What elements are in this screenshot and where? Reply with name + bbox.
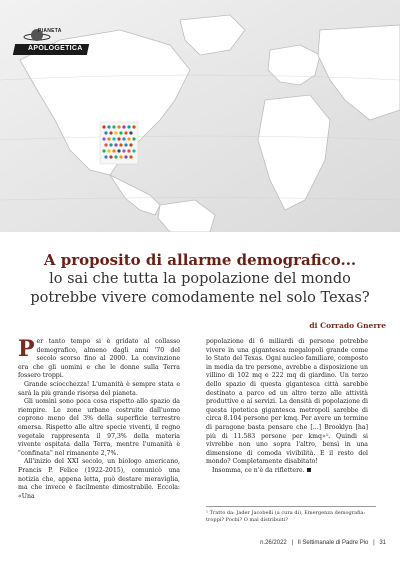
badge-top-text: PIANETA — [38, 28, 62, 34]
article-column-1 — [18, 338, 180, 501]
badge-label: APOLOGETICA — [28, 45, 83, 52]
footer-separator: | — [291, 540, 294, 546]
hero-image — [0, 0, 400, 232]
section-badge — [14, 26, 88, 68]
headline-main: A proposito di allarme demografico... — [43, 251, 357, 269]
paragraph-5: popolazione di 6 miliardi di persone potrebbe vivere in una gigantesca megalopoli grande come lo Stato del Texas. Ogni nucleo familiare, composto in media da tre persone, avrebbe a disposizione un villino di 102 mq e 222 mq di giardino. Un terzo dello spazio di questa gigantesca città sarebbe destinato a parco ed un altro terzo alle attività produttive e ai servizi. La densità di popolazione di questa ipotetica gigantesca metropoli sarebbe di circa 8.104 persone per kmq. Per avere un termine di paragone basta pensare che [...] Brooklyn [ha] più di 11.583 persone per kmq»¹. Quindi si vivrebbe non uno sopra l'altro, bensì in una dimensione di comoda vivibilità. E il resto del mondo? Completamente disabitato! — [206, 338, 368, 466]
footer-separator: | — [373, 540, 375, 546]
magazine-name: Il Settimanale di Padre Pio — [297, 540, 369, 546]
paragraph-2: Grande sciocchezza! L'umanità è sempre stata e sarà la più grande risorsa del pianeta. — [18, 380, 180, 397]
paragraph-6 — [206, 467, 368, 476]
footnote: ¹ Tratto da: Jader Jacobelli (a cura di), Emergenza demografia: troppi? Pochi? O mal distribuiti? — [206, 506, 376, 523]
headline — [14, 250, 386, 308]
headline-sub-line-2: potrebbe vivere comodamente nel solo Texas? — [30, 290, 370, 306]
issue-number: n.26/2022 — [260, 540, 287, 546]
drop-cap: P — [18, 336, 35, 362]
paragraph-1 — [18, 338, 180, 381]
paragraph-3: Gli uomini sono poca cosa rispetto allo spazio da riempire. Le zone urbane costruite dall'uomo coprono meno del 3% della superficie terrestre emersa. Rispetto alle altre specie viventi, il regno vegetale rappresenta il 97,3% della materia vivente ospitata dalla Terra, mentre l'umanità è "confinata" nel rimanente 2,7%. — [18, 398, 180, 457]
paragraph-4: All'inizio del XXI secolo, un biologo americano, Francis P. Felice (1922-2015), comunicò una notizia che, appena letta, può destare meraviglia, ma che invece è facilmente dimostrabile. Eccola: «Una — [18, 458, 180, 500]
page-number: 31 — [379, 540, 386, 546]
article-column-2 — [206, 338, 368, 476]
paragraph-6-text: Insomma, ce n'è da riflettere. — [212, 466, 305, 474]
end-mark-icon — [307, 468, 311, 472]
crowd-in-texas — [100, 122, 138, 164]
byline: di Corrado Gnerre — [309, 321, 386, 330]
headline-sub-line-1: lo sai che tutta la popolazione del mondo — [49, 271, 351, 287]
page-footer — [0, 540, 386, 546]
paragraph-1-text: er tanto tempo si è gridato al collasso demografico, almeno dagli anni '70 del secolo scorso fino al 2000. La convinzione era che gli uomini e che le donne sulla Terra fossero troppi. — [18, 338, 180, 380]
